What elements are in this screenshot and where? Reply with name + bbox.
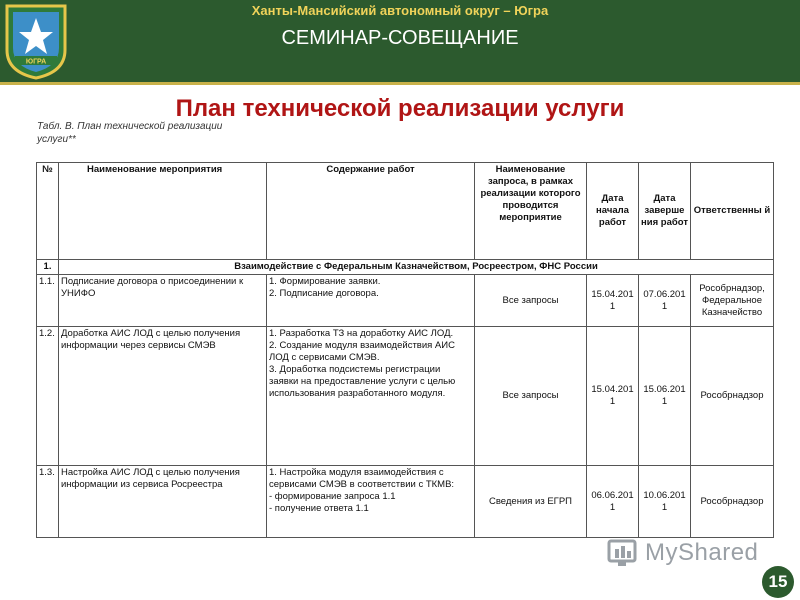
table-row <box>37 327 774 466</box>
row-name: Подписание договора о присоединении к УНИФО <box>59 275 267 327</box>
header-end: Дата заверше ния работ <box>639 163 691 260</box>
row-num: 1.3. <box>37 466 59 538</box>
row-name: Доработка АИС ЛОД с целью получения информации через сервисы СМЭВ <box>59 327 267 466</box>
row-responsible: Рособрнадзор <box>691 327 774 466</box>
row-start: 15.04.201 1 <box>587 327 639 466</box>
row-start: 06.06.201 1 <box>587 466 639 538</box>
section-num: 1. <box>37 260 59 275</box>
coat-of-arms-icon <box>3 2 69 80</box>
row-responsible: Рособрнадзор, Федеральное Казначейство <box>691 275 774 327</box>
page-title: План технической реализации услуги <box>175 95 625 122</box>
row-num: 1.2. <box>37 327 59 466</box>
section-row <box>37 260 774 275</box>
row-request: Все запросы <box>475 275 587 327</box>
row-start: 15.04.201 1 <box>587 275 639 327</box>
table-row <box>37 466 774 538</box>
row-name: Настройка АИС ЛОД с целью получения информации из сервиса Росреестра <box>59 466 267 538</box>
header-name: Наименование мероприятия <box>59 163 267 260</box>
row-content: 1. Разработка ТЗ на доработку АИС ЛОД. 2. Создание модуля взаимодействия АИС ЛОД с сервисами СМЭВ. 3. Доработка подсистемы регистрации заявки на предоставление услуги с целью использования разработанного модуля. <box>267 327 475 466</box>
page-number-badge: 15 <box>762 566 794 598</box>
header-num: № <box>37 163 59 260</box>
row-responsible: Рособрнадзор <box>691 466 774 538</box>
header-content: Содержание работ <box>267 163 475 260</box>
row-end: 10.06.201 1 <box>639 466 691 538</box>
emblem-label: ЮГРА <box>25 58 47 66</box>
row-num: 1.1. <box>37 275 59 327</box>
row-request: Все запросы <box>475 327 587 466</box>
header-start: Дата начала работ <box>587 163 639 260</box>
row-request: Сведения из ЕГРП <box>475 466 587 538</box>
table-row <box>37 275 774 327</box>
watermark-text: MyShared <box>645 539 759 566</box>
section-title: Взаимодействие с Федеральным Казначейством, Росреестром, ФНС России <box>59 260 774 275</box>
row-content: 1. Настройка модуля взаимодействия с сервисами СМЭВ в соответствии с ТКМВ: - формирование запроса 1.1 - получение ответа 1.1 <box>267 466 475 538</box>
seminar-title: СЕМИНАР-СОВЕЩАНИЕ <box>281 27 519 49</box>
row-end: 07.06.201 1 <box>639 275 691 327</box>
header-responsible: Ответственны й <box>691 163 774 260</box>
header-request: Наименование запроса, в рамках реализации которого проводится мероприятие <box>475 163 587 260</box>
table-header-row <box>37 163 774 260</box>
row-end: 15.06.201 1 <box>639 327 691 466</box>
header-divider <box>0 82 800 85</box>
row-content: 1. Формирование заявки. 2. Подписание договора. <box>267 275 475 327</box>
table-caption: Табл. В. План технической реализации услуги** <box>37 121 223 145</box>
plan-table <box>36 162 774 538</box>
region-name: Ханты-Мансийский автономный округ – Югра <box>251 3 549 18</box>
